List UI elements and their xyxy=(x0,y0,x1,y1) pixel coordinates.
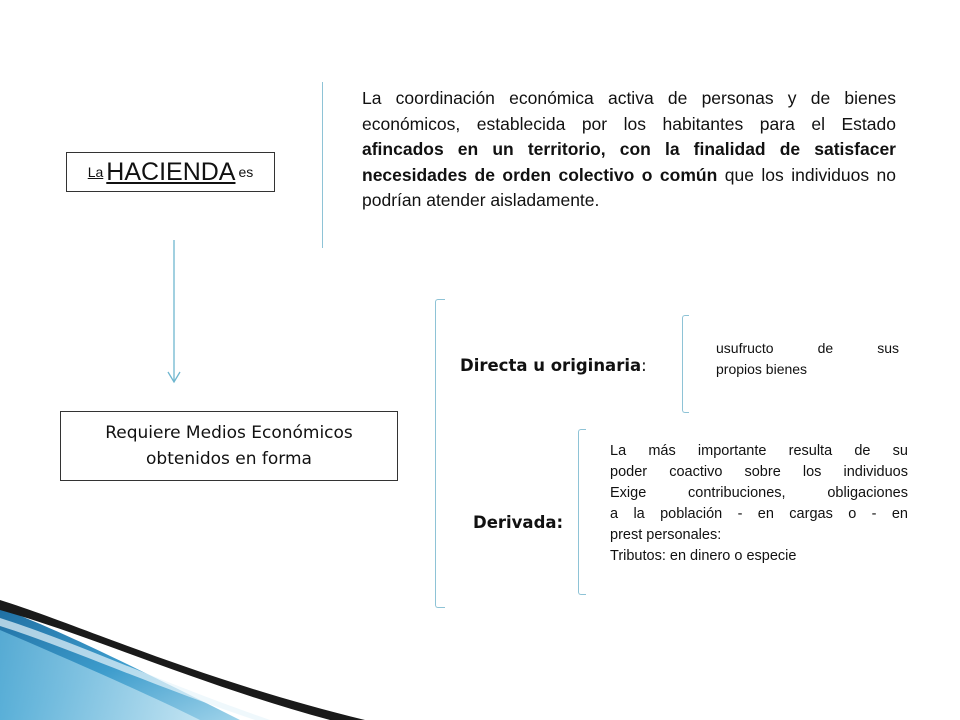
definition-part1: La coordinación económica activa de personas y de bienes económicos, establecida por los habitantes para el Estado xyxy=(362,88,896,134)
directa-line1: usufructo de sus xyxy=(716,340,899,356)
decorative-wave xyxy=(0,590,380,720)
derivada-line: prest personales: xyxy=(610,527,722,543)
hacienda-prefix: La xyxy=(87,164,104,180)
definition-bold: afincados en un territorio, con la finalidad de satisfacer necesidades de orden colectivo o común xyxy=(362,139,896,185)
directa-bracket xyxy=(682,315,689,413)
hacienda-word: HACIENDA xyxy=(106,157,236,186)
derivada-line: La más importante resulta de su xyxy=(610,443,908,459)
directa-line2: propios bienes xyxy=(716,361,808,377)
derivada-line: a la población - en cargas o - en xyxy=(610,506,908,522)
hacienda-suffix: es xyxy=(238,164,254,180)
main-bracket xyxy=(435,299,445,608)
derivada-line: Exige contribuciones, obligaciones xyxy=(610,485,908,501)
derivada-line: Tributos: en dinero o especie xyxy=(610,548,797,564)
directa-label-text: Directa u originaria xyxy=(460,356,642,375)
directa-description xyxy=(716,338,899,380)
directa-label xyxy=(460,356,647,375)
requiere-box xyxy=(60,411,398,481)
down-arrow-icon xyxy=(164,238,184,386)
derivada-line: poder coactivo sobre los individuos xyxy=(610,464,908,480)
requiere-line1: Requiere Medios Económicos xyxy=(105,423,353,443)
derivada-description xyxy=(610,441,908,567)
derivada-label: Derivada: xyxy=(473,513,564,532)
definition-divider xyxy=(322,82,323,248)
requiere-line2: obtenidos en forma xyxy=(146,449,312,469)
definition-part2: que los individuos no podrían atender aisladamente. xyxy=(362,164,896,210)
derivada-bracket xyxy=(578,429,586,595)
hacienda-box xyxy=(66,152,275,192)
directa-colon: : xyxy=(641,356,647,375)
definition-text xyxy=(362,86,896,214)
